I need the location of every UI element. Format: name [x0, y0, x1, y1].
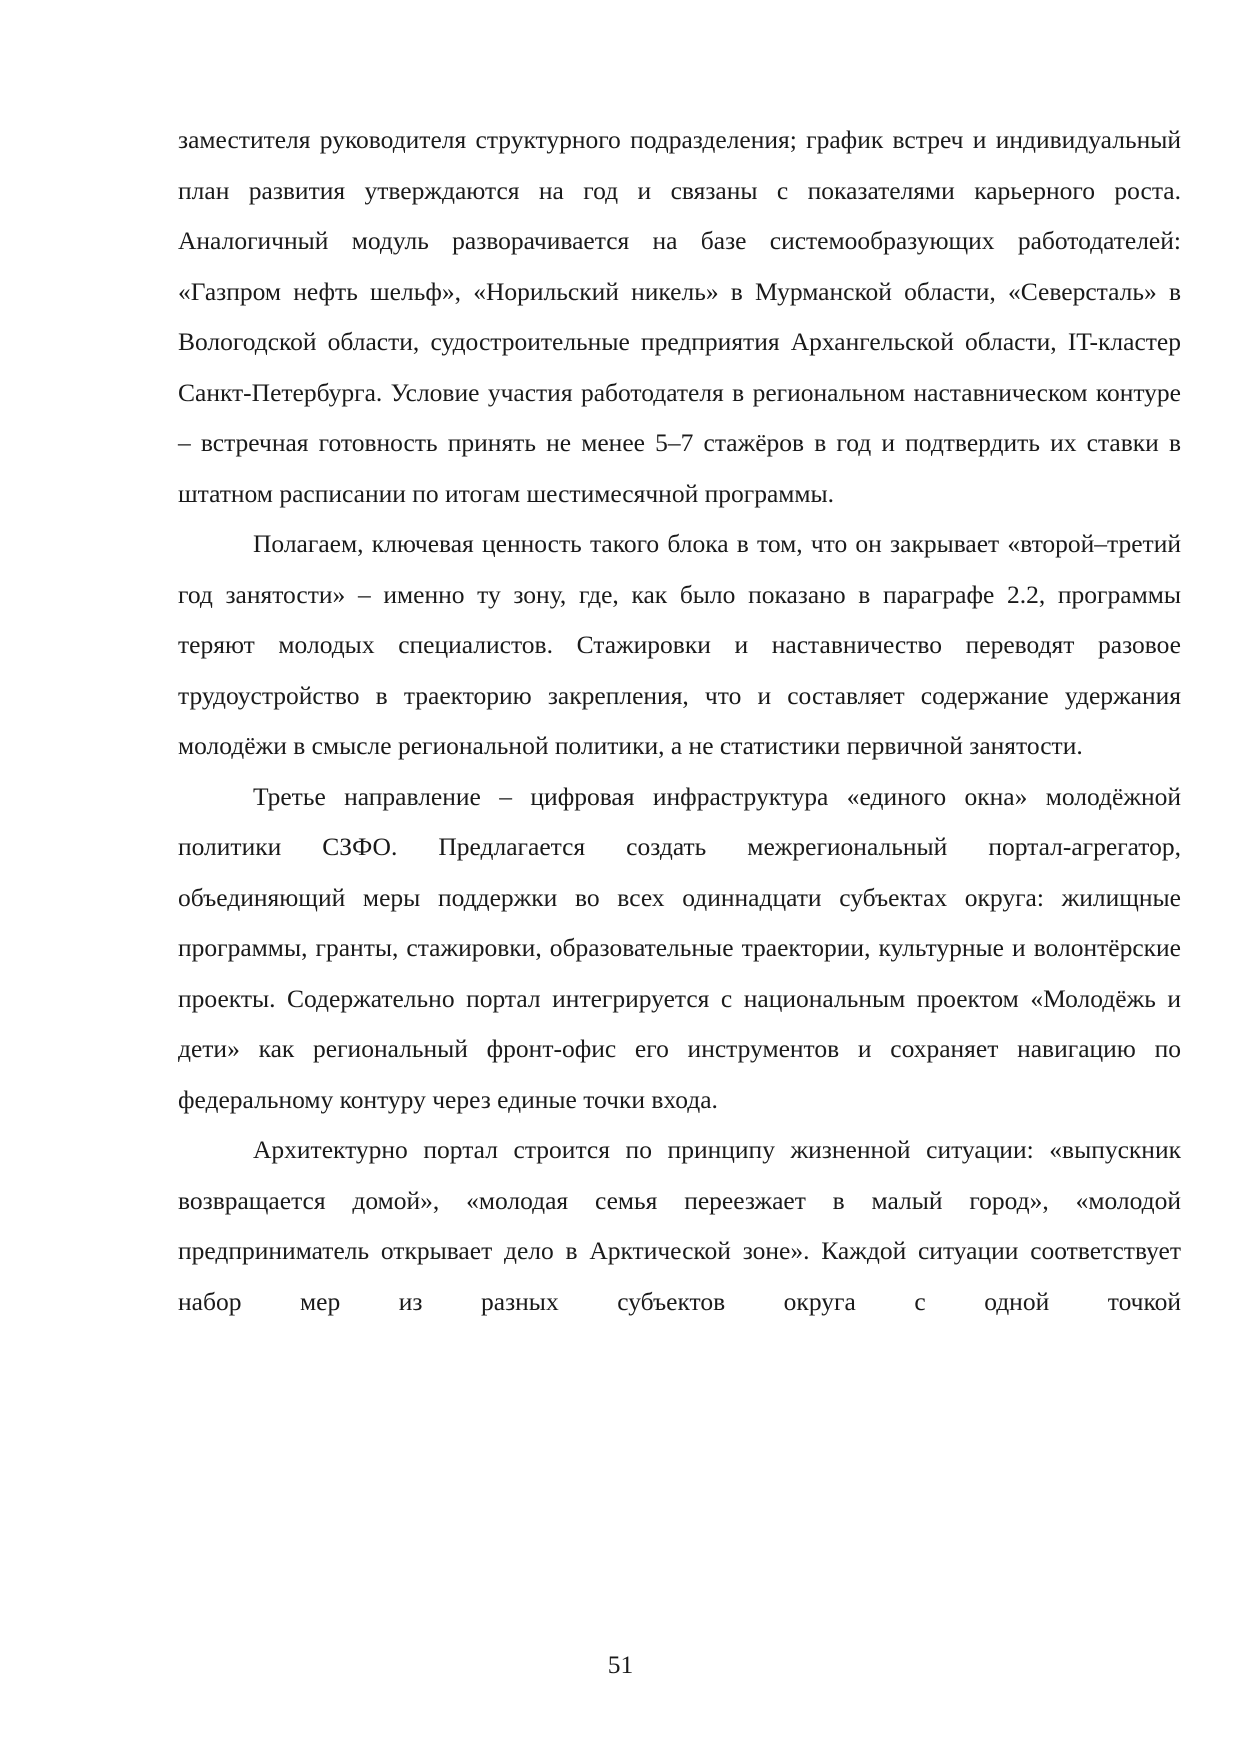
- paragraph-portal-architecture: Архитектурно портал строится по принципу жизненной ситуации: «выпускник возвращается домой», «молодая семья переезжает в малый город», «молодой предприниматель открывает дело в Арктической зоне». Каждой ситуации соответствует набор мер из разных субъектов округа с одной точкой: [178, 1135, 1181, 1316]
- page-body: [178, 115, 1181, 1327]
- page-number: 51: [607, 1650, 634, 1679]
- paragraph-continuation: заместителя руководителя структурного подразделения; график встреч и индивидуальный план развития утверждаются на год и связаны с показателями карьерного роста. Аналогичный модуль разворачивается на базе системообразующих работодателей: «Газпром нефть шельф», «Норильский никель» в Мурманской области, «Северсталь» в Вологодской области, судостроительные предприятия Архангельской области, IT-кластер Санкт-Петербурга. Условие участия работодателя в региональном наставническом контуре – встречная готовность принять не менее 5–7 стажёров в год и подтвердить их ставки в штатном расписании по итогам шестимесячной программы.: [178, 125, 1181, 508]
- paragraph-digital-infrastructure: Третье направление – цифровая инфраструктура «единого окна» молодёжной политики СЗФО. Предлагается создать межрегиональный портал-агрегатор, объединяющий меры поддержки во всех одиннадцати субъектах округа: жилищные программы, гранты, стажировки, образовательные траектории, культурные и волонтёрские проекты. Содержательно портал интегрируется с национальным проектом «Молодёжь и дети» как региональный фронт-офис его инструментов и сохраняет навигацию по федеральному контуру через единые точки входа.: [178, 781, 1181, 1114]
- paragraph-key-value: Полагаем, ключевая ценность такого блока в том, что он закрывает «второй–третий год занятости» – именно ту зону, где, как было показано в параграфе 2.2, программы теряют молодых специалистов. Стажировки и наставничество переводят разовое трудоустройство в траекторию закрепления, что и составляет содержание удержания молодёжи в смысле региональной политики, а не статистики первичной занятости.: [178, 529, 1181, 760]
